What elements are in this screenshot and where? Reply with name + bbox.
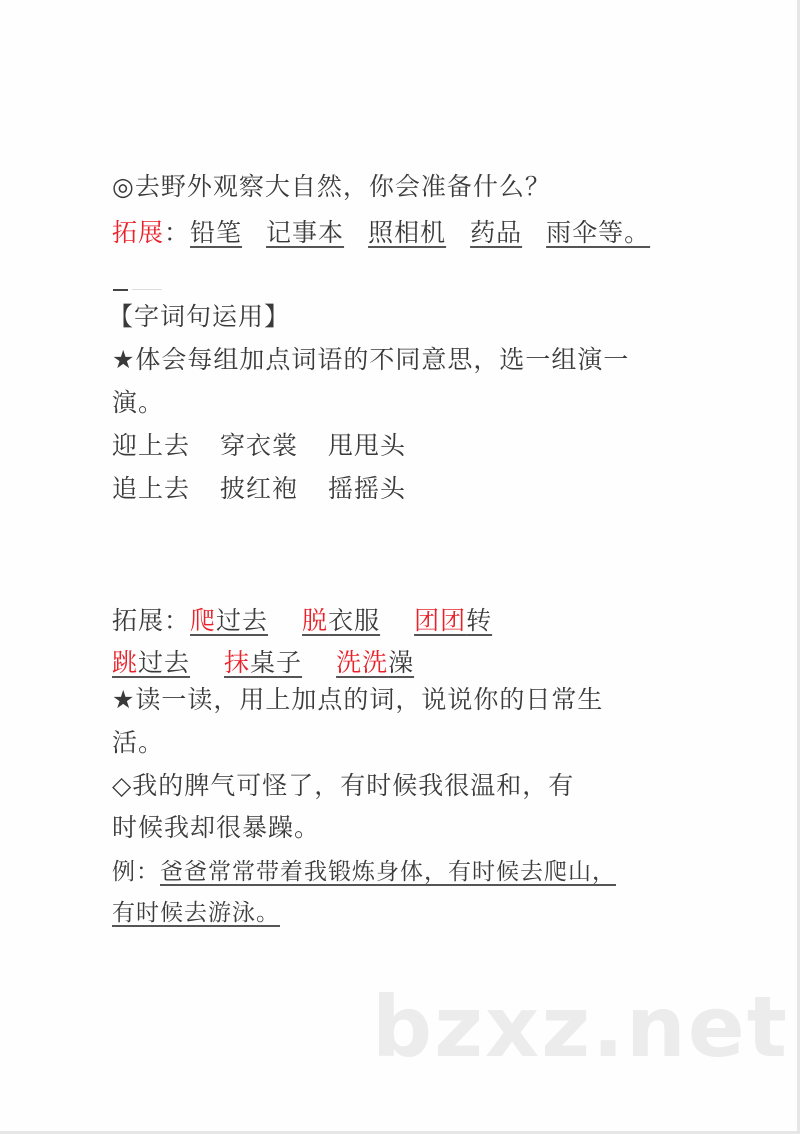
extension2-row2	[112, 648, 414, 678]
extension2-words	[190, 606, 492, 635]
word-rest: 澡	[388, 648, 415, 677]
example-line2: 时候我却很暴躁。	[112, 813, 321, 842]
task1-line2: 演。	[112, 388, 165, 417]
word-rest: 过去	[138, 648, 191, 677]
answer-text-1: 爸爸常常带着我锻炼身体，有时候去爬山，	[160, 859, 616, 885]
item-notebook: 记事本	[266, 218, 345, 247]
word: 甩甩头	[328, 431, 407, 460]
word: 披红袍	[220, 474, 299, 503]
dotted-char: 洗洗	[336, 648, 389, 677]
item-medicine: 药品	[470, 218, 523, 247]
dotted-char: 跳	[112, 648, 139, 677]
word: 追上去	[112, 474, 191, 503]
word-rest: 桌子	[250, 648, 303, 677]
dotted-char: 抹	[224, 648, 251, 677]
word-row-1	[112, 431, 406, 461]
word: 穿衣裳	[220, 431, 299, 460]
answer-label: 例：	[112, 859, 160, 885]
watermark: bzxz.net	[372, 978, 789, 1076]
answer-line1	[112, 857, 616, 887]
word-rest: 转	[466, 606, 493, 635]
question-text: ◎去野外观察大自然，你会准备什么？	[112, 172, 551, 201]
dotted-char: 脱	[302, 606, 329, 635]
task2-line2: 活。	[112, 728, 165, 757]
answer-text-2: 有时候去游泳。	[112, 900, 280, 926]
word: 摇摇头	[328, 474, 407, 503]
word-rest: 过去	[216, 606, 269, 635]
extension-nature	[112, 218, 662, 248]
task1-line1: ★体会每组加点词语的不同意思，选一组演一	[112, 345, 630, 374]
extension-colon: ：	[164, 218, 191, 247]
question-nature	[112, 172, 551, 202]
stray-mark-faint	[132, 289, 162, 290]
word: 迎上去	[112, 431, 191, 460]
extension-items	[190, 218, 662, 247]
extension2-words	[112, 648, 414, 677]
extension2-row1	[112, 606, 492, 636]
word-rest: 衣服	[328, 606, 381, 635]
item-camera: 照相机	[368, 218, 447, 247]
extension-label: 拓展	[112, 218, 165, 247]
dotted-char: 团团	[414, 606, 467, 635]
section-title: 【字词句运用】	[108, 302, 291, 331]
dotted-char: 爬	[190, 606, 217, 635]
item-pencil: 铅笔	[190, 218, 243, 247]
stray-mark	[113, 289, 128, 291]
task2-line1: ★读一读，用上加点的词，说说你的日常生	[112, 685, 604, 714]
extension2-label: 拓展：	[112, 606, 191, 635]
answer-line2	[112, 898, 280, 928]
word-row-2	[112, 474, 406, 504]
example-line1: ◇我的脾气可怪了，有时候我很温和，有	[112, 771, 575, 800]
item-umbrella: 雨伞等。	[546, 218, 651, 247]
